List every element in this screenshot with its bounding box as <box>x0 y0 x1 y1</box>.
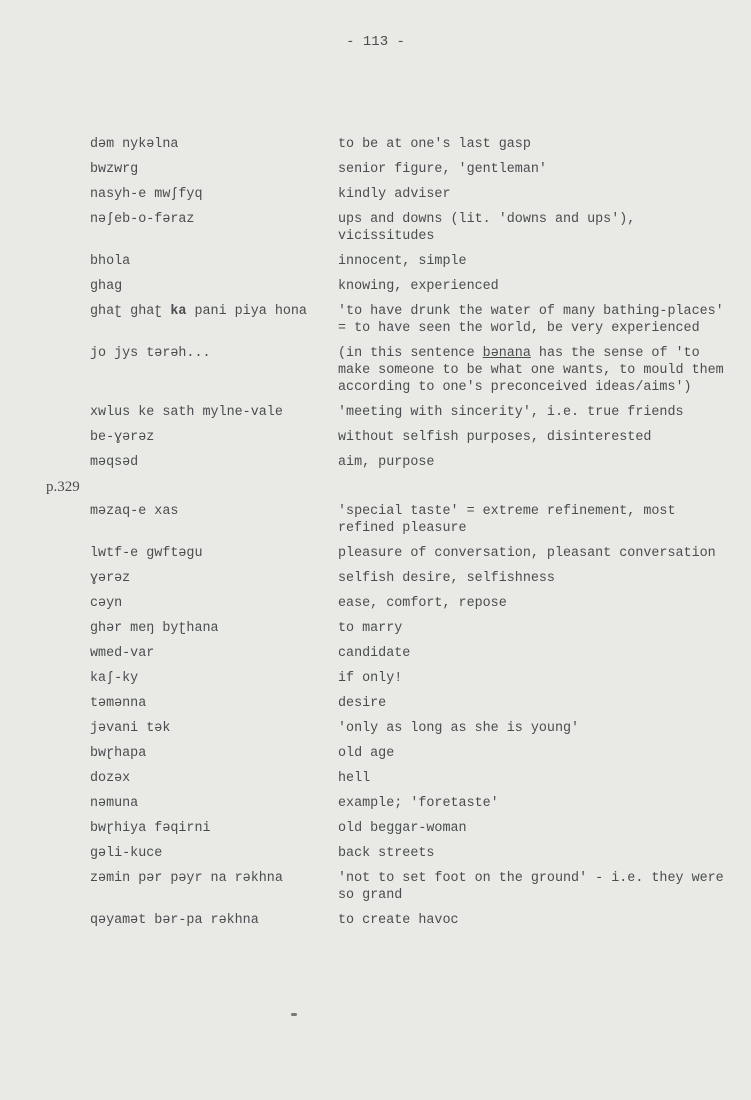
entry-meaning: pleasure of conversation, pleasant conversation <box>338 546 716 561</box>
entry-term: nəmuna <box>90 796 139 811</box>
entry-meaning: to create havoc <box>338 913 459 928</box>
glossary-entry <box>90 912 730 929</box>
entry-meaning: senior figure, 'gentleman' <box>338 162 547 177</box>
entry-meaning: 'only as long as she is young' <box>338 721 580 736</box>
entry-meaning: 'meeting with sincerity', i.e. true friends <box>338 405 684 420</box>
glossary-entry <box>90 720 730 737</box>
entry-term: be-ɣərəz <box>90 430 155 445</box>
page-number: - 113 - <box>346 34 405 50</box>
glossary-entry <box>90 161 730 178</box>
glossary-entry <box>90 503 730 537</box>
entry-term <box>90 303 338 337</box>
glossary-entry <box>90 454 730 471</box>
entry-term: jəvani tək <box>90 721 171 736</box>
entry-meaning: 'special taste' = extreme refinement, most refined pleasure <box>338 504 676 536</box>
ink-speck <box>291 1013 297 1016</box>
entry-term: nəʃeb-o-fəraz <box>90 212 195 227</box>
glossary-entry <box>90 845 730 862</box>
entry-meaning: innocent, simple <box>338 254 467 269</box>
glossary-entry <box>90 595 730 612</box>
entry-term: bwɽhapa <box>90 746 147 761</box>
glossary-entry <box>90 253 730 270</box>
glossary-entry <box>90 820 730 837</box>
entry-meaning: candidate <box>338 646 411 661</box>
glossary-entry <box>90 186 730 203</box>
entry-term: məzaq-e xas <box>90 504 179 519</box>
entry-term: nasyh-e mwʃfyq <box>90 187 203 202</box>
term-part: pani piya hona <box>186 304 307 319</box>
entry-meaning: hell <box>338 771 371 786</box>
glossary-list <box>46 136 730 937</box>
meaning-part-underlined: bənana <box>482 346 531 361</box>
glossary-entry <box>90 620 730 637</box>
glossary-entry <box>90 278 730 295</box>
entry-meaning: example; 'foretaste' <box>338 796 499 811</box>
glossary-entry <box>90 670 730 687</box>
glossary-entry <box>90 645 730 662</box>
entry-meaning <box>338 345 730 396</box>
entry-term: bwɽhiya fəqirni <box>90 821 211 836</box>
entry-meaning: knowing, experienced <box>338 279 499 294</box>
glossary-entry <box>90 570 730 587</box>
entry-term: dozəx <box>90 771 131 786</box>
entry-meaning: old beggar-woman <box>338 821 467 836</box>
meaning-part: (in this sentence <box>338 346 483 361</box>
entry-term: məqsəd <box>90 455 139 470</box>
term-part: ghaʈ ghaʈ <box>90 304 171 319</box>
entry-meaning: without selfish purposes, disinterested <box>338 430 652 445</box>
entry-term: bwzwrg <box>90 162 139 177</box>
term-part-bold: ka <box>170 304 187 319</box>
entry-meaning: ease, comfort, repose <box>338 596 507 611</box>
entry-meaning: 'to have drunk the water of many bathing-places' = to have seen the world, be very experienced <box>338 304 724 336</box>
entry-meaning: if only! <box>338 671 403 686</box>
glossary-entry <box>90 745 730 762</box>
entry-term: qəyamət bər-pa rəkhna <box>90 913 259 928</box>
entry-term: bhola <box>90 254 131 269</box>
glossary-entry <box>90 770 730 787</box>
glossary-entry <box>90 795 730 812</box>
page-reference: p.329 <box>46 479 80 495</box>
glossary-entry <box>90 136 730 153</box>
glossary-entry <box>90 695 730 712</box>
entry-meaning: 'not to set foot on the ground' - i.e. they were so grand <box>338 871 724 903</box>
meaning-part: has the sense of 'to make someone to be what one wants, to mould them according to one's preconceived ideas/aims') <box>338 346 724 395</box>
glossary-entry <box>90 345 730 396</box>
entry-meaning: kindly adviser <box>338 187 451 202</box>
entry-term: jo jys tərəh... <box>90 346 211 361</box>
entry-term: wmed-var <box>90 646 155 661</box>
glossary-entry <box>90 870 730 904</box>
entry-meaning: aim, purpose <box>338 455 435 470</box>
entry-term: kaʃ-ky <box>90 671 139 686</box>
entry-term: dəm nykəlna <box>90 137 179 152</box>
entry-meaning: desire <box>338 696 387 711</box>
entry-meaning: back streets <box>338 846 435 861</box>
entry-term: lwtf-e gwftəgu <box>90 546 203 561</box>
entry-meaning: to marry <box>338 621 403 636</box>
entry-meaning: ups and downs (lit. 'downs and ups'), vicissitudes <box>338 212 636 244</box>
glossary-entry <box>90 429 730 446</box>
glossary-entry <box>90 303 730 337</box>
entry-term: zəmin pər pəyr na rəkhna <box>90 871 283 886</box>
glossary-entry <box>90 211 730 245</box>
glossary-entry <box>90 545 730 562</box>
entry-meaning: to be at one's last gasp <box>338 137 531 152</box>
entry-term: ghag <box>90 279 123 294</box>
entry-term: təmənna <box>90 696 147 711</box>
entry-term: ɣərəz <box>90 571 131 586</box>
entry-meaning: old age <box>338 746 395 761</box>
entry-term: ghər meŋ byʈhana <box>90 621 219 636</box>
entry-term: gəli-kuce <box>90 846 163 861</box>
entry-term: xwlus ke sath mylne-vale <box>90 405 283 420</box>
glossary-entry <box>90 404 730 421</box>
entry-meaning: selfish desire, selfishness <box>338 571 555 586</box>
entry-term: cəyn <box>90 596 123 611</box>
